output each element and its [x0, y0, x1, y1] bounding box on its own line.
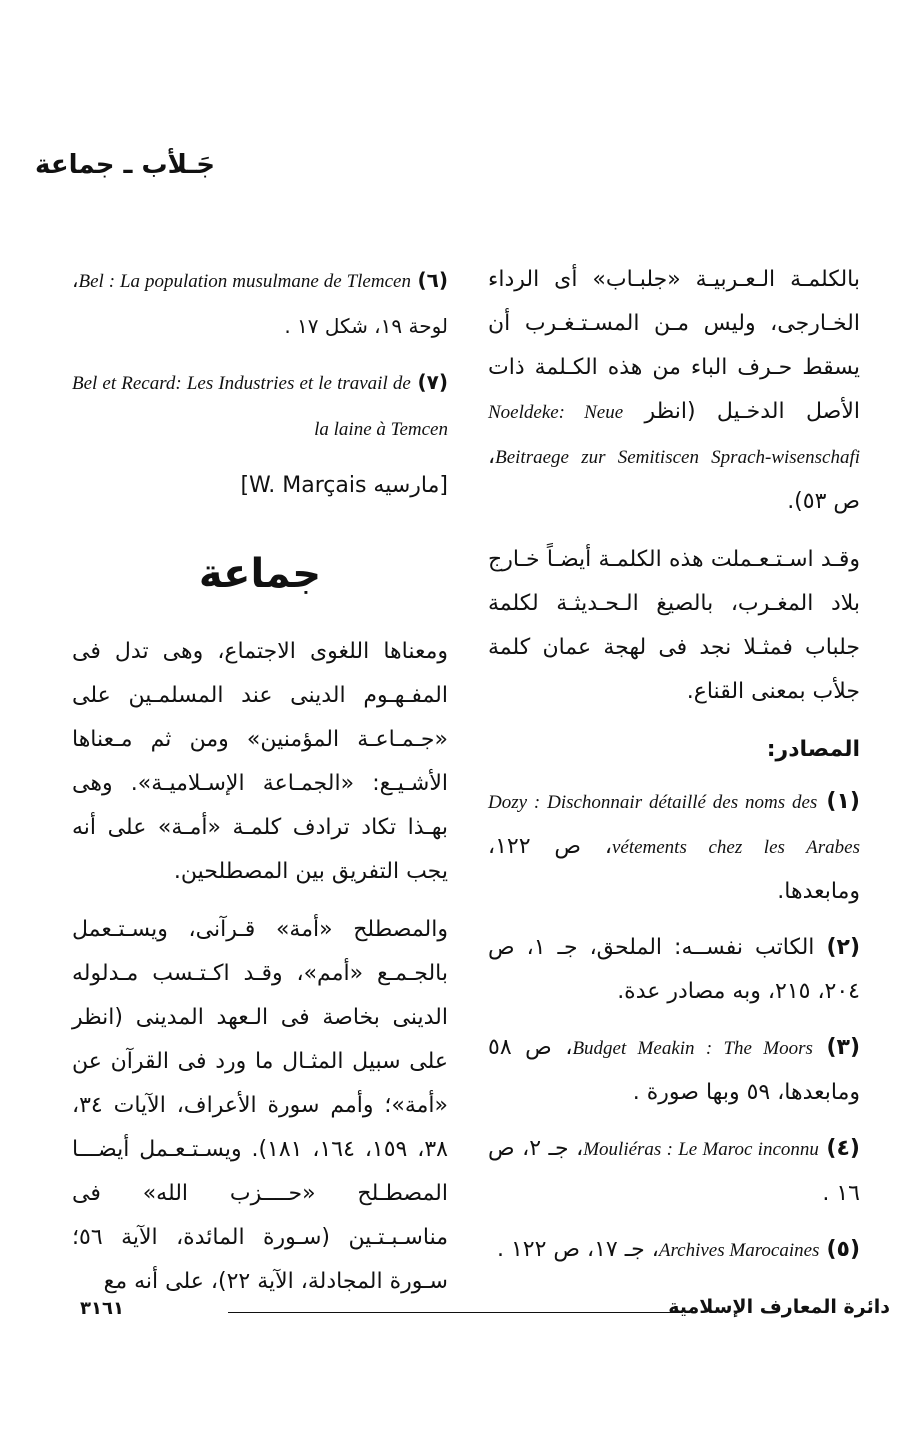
reference-1: [488, 780, 860, 914]
reference-arabic: ، جـ ١٧، ص ١٢٢ .: [496, 1237, 659, 1262]
right-paragraph-1-latin: Noeldeke: Neue Beitraege zur Semitiscen Sprach-wisenschafi: [488, 402, 860, 468]
reference-latin: Budget Meakin : The Moors: [572, 1038, 813, 1059]
reference-arabic: الكاتب نفســه: الملحق، جـ ١، ص ٢٠٤، ٢١٥، وبه مصادر عدة.: [488, 935, 860, 1004]
page-number: ٣١٦١: [80, 1298, 124, 1319]
right-paragraph-2: وقـد اسـتـعـملت هذه الكلمـة أيضـاً خـارج بلاد المغـرب، بالصيغ الـحـديثـة لكلمة جلباب فمثـلا نجد فى لهجة عمان كلمة جلأب بمعنى القناع.: [488, 547, 860, 704]
section-title: جماعة: [198, 551, 322, 597]
left-paragraph-2: والمصطلح «أمة» قـرآنى، ويسـتـعمل بالجـمـع «أمم»، وقـد اكـتـسب مـدلوله الدينى بخاصة فى الـعهد المدينى (انظر على سبيل المثـال ما ورد فى القرآن عن «أمة»؛ وأمم سورة الأعراف، الآيات ٣٤، ٣٨، ١٥٩، ١٦٤، ١٨١). ويسـتـعـمل أيضـــا المصطـلح «حــــزب الله» فى مناسـبـتـين (سـورة المائدة، الآية ٥٦؛ سـورة المجادلة، الآية ٢٢)، على أنه مع: [72, 917, 448, 1294]
footer-rule: [228, 1312, 678, 1313]
left-column: [72, 258, 448, 1318]
reference-latin: Bel : La population musulmane de Tlemcen: [78, 271, 411, 292]
article-author: [مارسيه W. Marçais]: [240, 473, 448, 498]
page-footer: [80, 1296, 890, 1326]
reference-6: [72, 258, 448, 348]
right-paragraph-1-text-a: بالكلمـة الـعـربيـة «جلبـاب» أى الرداء الخـارجى، وليس مـن المسـتـغـرب أن يسقط حـرف الباء من هذه الكـلمة ذات الأصل الدخـيل (انظر: [488, 267, 860, 424]
reference-arabic: ، ص ٥٨ ومابعدها، ٥٩ وبها صورة .: [488, 1035, 860, 1105]
reference-number: (٢): [826, 935, 860, 960]
reference-number: (٥): [826, 1237, 860, 1262]
reference-arabic: ، جـ ٢، ص ١٦ .: [488, 1136, 860, 1206]
sources-title: المصادر:: [766, 737, 860, 762]
reference-latin: Archives Marocaines: [658, 1240, 820, 1261]
reference-2: [488, 926, 860, 1014]
reference-number: (٣): [826, 1035, 860, 1060]
reference-3: [488, 1026, 860, 1115]
reference-5: [488, 1228, 860, 1273]
reference-latin: Mouliéras : Le Maroc inconnu: [583, 1139, 819, 1160]
reference-7: [72, 360, 448, 452]
reference-number: (٤): [826, 1136, 860, 1161]
reference-4: [488, 1127, 860, 1216]
left-paragraph-1: ومعناها اللغوى الاجتماع، وهى تدل فى المفـهـوم الدينى عند المسلمـين على «جـمـاعـة المؤمنين» ومن ثم مـعناها الأشـيـع: «الجمـاعة الإسـلاميـة». وهى بهـذا تكاد ترادف كلمـة «أمـة» على أنه يجب التفريق بين المصطلحين.: [72, 639, 448, 884]
right-paragraph-1: [488, 258, 860, 524]
running-head: جَـلأب ـ جماعة: [35, 150, 215, 180]
reference-arabic: ، ص ١٢٢، ومابعدها.: [488, 834, 860, 904]
right-paragraph-1-text-b: ، ص ٥٣).: [488, 444, 860, 514]
reference-number: (٦): [417, 268, 448, 292]
right-column: [488, 258, 860, 1285]
reference-number: (٧): [417, 370, 448, 394]
reference-arabic: ، لوحة ١٩، شكل ١٧ .: [72, 268, 448, 338]
reference-latin: Dozy : Dischonnair détaillé des noms des vétements chez les Arabes: [488, 792, 860, 858]
footer-title: دائرة المعارف الإسلامية: [668, 1296, 890, 1318]
reference-latin: Bel et Recard: Les Industries et le travail de la laine à Temcen: [72, 373, 448, 440]
reference-number: (١): [826, 789, 860, 814]
